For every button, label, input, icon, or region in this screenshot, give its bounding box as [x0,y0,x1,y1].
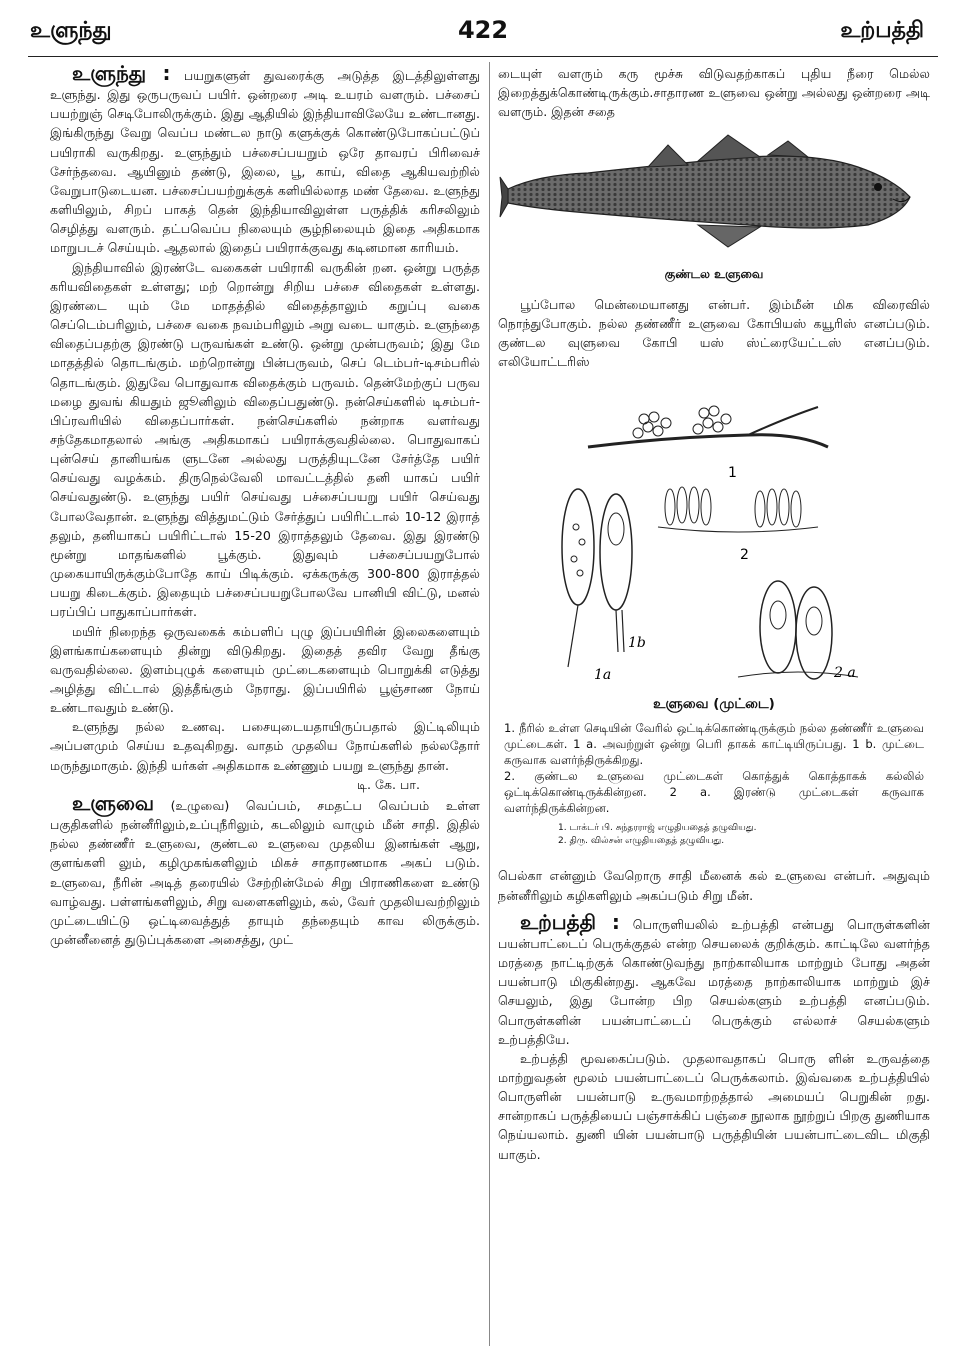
column-divider [489,62,490,1346]
uluvai-para-3: பூப்போல மென்மையானது என்பர். இம்மீன் மிக விரைவில் நொந்துபோகும். நல்ல தண்ணீர் உளுவை கோபியஸ் கயூரிஸ் எனப்படும். குண்டல வுளுவை கோபி யஸ் ஸ்ட்ரையேட்டஸ் எனப்படும். எலியோட்டரிஸ் [498,296,930,370]
entry-heading-ulundhu: உளுந்து : [72,61,171,85]
fish-caption: குண்டல உளுவை [664,267,764,282]
right-column [498,64,930,1164]
left-column [50,61,481,949]
egg-legend-2: 2. குண்டல உளுவை முட்டைகள் கொத்துக் கொத்தாகக் கல்லில் ஒட்டிக்கொண்டிருக்கின்றன. 2 a. இரண்டு முட்டைகள் கருவாக வளர்ந்திருக்கின்றன. [504,769,924,816]
egg-legend [498,720,930,816]
figure-credits [498,822,930,848]
credit-1: 1. டாக்டர் பி. சுந்தரராஜ் எழுதியதைத் தழுவியது. [558,823,757,834]
urpathi-para-2: உற்பத்தி மூவகைப்படும். முதலாவதாகப் பொரு ளின் உருவத்தை மாற்றுவதன் மூலம் பயன்பாட்டைப் பெருக்கலாம். இவ்வகை உற்பத்தியில் பொருளின் பயன்பாடு உருவமாற்றத்தால் அமையப் பெறுகின் றது. சான்றாகப் பருத்தியைப் பஞ்சாக்கிப் பஞ்சை நூலாக நூற்றுப் பிறகு துணியாக நெய்யலாம். துணி யின் பயன்பாடு பருத்தியின் பயன்பாட்டைவிட மிகுதி யாகும். [498,1050,930,1162]
ulundhu-para-4 [50,717,480,794]
uluvai-para-4: பெல்கா என்னும் வேறொரு சாதி மீனைக் கல் உளுவை என்பர். அதுவும் நன்னீரிலும் கழிகளிலும் அகப்படும் சிறு மீன். [498,868,930,903]
running-head-left: உளுந்து [30,18,112,43]
egg-label-1b: 1b [628,635,646,652]
entry-urpathi [498,909,930,1049]
author-signature: டி. கே. பா. [357,776,420,792]
egg-label-2a: 2 a [834,665,856,682]
urpathi-para-1: பொருளியலில் உற்பத்தி என்பது பொருள்களின் பயன்பாட்டைப் பெருக்குதல் என்ற செயலைக் குறிக்கும். காட்டிலே வளர்ந்த மரத்தை நாட்டிற்குக் கொண்டுவந்து நாற்காலியாக மாற்றும் போது அதன் பயன்பாடு மிகுகின்றது. ஆகவே மரத்தை நாற்காலியாக மாற்றும் இச் செயலும், இது போன்ற பிற செயல்களும் உற்பத்தி எனப்படும். பொருள்களின் பயன்பாட்டைப் பெருக்கும் எல்லாச் செயல்களும் உற்பத்தியே. [498,916,930,1047]
entry-ulundhu [50,61,480,258]
fish-figure [498,127,930,259]
entry-heading-uluvai: உளுவை [72,790,155,815]
egg-figure [498,377,930,689]
page-number: 422 [457,16,509,44]
running-head-right: உற்பத்தி [840,18,924,43]
egg-legend-1: 1. நீரில் உள்ள செடியின் வேரில் ஒட்டிக்கொண்டிருக்கும் நல்ல தண்ணீர் உளுவை முட்டைகள். 1 a. அவற்றுள் ஒன்று பெரி தாகக் காட்டியிருப்பது. 1 b. முட்டை கருவாக வளர்ந்திருக்கிறது. [504,721,924,768]
ulundhu-para-3: மயிர் நிறைந்த ஒருவகைக் கம்பளிப் புழு இப்பயிரின் இலைகளையும் இளங்காய்களையும் தின்று விடுகிறது. இதைத் தவிர வேறு தீங்கு வருவதில்லை. இளம்புழுக் களையும் முட்டைகளையும் பொறுக்கி எடுத்து அழித்து விட்டால் இத்தீங்கும் நேராது. இப்பயிரில் பூஞ்சாண நோய் உண்டாவதும் உண்டு. [50,623,480,716]
egg-label-1: 1 [728,465,737,482]
uluvai-para-1: (உழுவை) வெப்பம், சமதட்ப வெப்பம் உள்ள பகுதிகளில் நன்னீரிலும்,உப்புநீரிலும், கடலிலும் வாழும் மீன் சாதி. இதில் நல்ல தண்ணீர் உளுவை, குண்டல உளுவை முதலிய இனங்கள் ஆறு, குளங்களி லும், கழிமுகங்களிலும் மிகச் சாதாரணமாக அகப் படும். உளுவை, நீரின் அடித் தரையில் சேற்றின்மேல் சிறு பிராணிகளை உண்டு வாழ்வது. பள்ளங்களிலும், சிறு வளைகளிலும், கல், வேர் முதலியவற்றிலும் முட்டையிட்டு ஒட்டிவைத்துத் தாயும் தந்தையும் காவ லிருக்கும். முன்னீனைத் துடுப்புக்களை அசைத்து, முட் [50,797,481,948]
fish-illustration [498,127,930,259]
entry-heading-urpathi: உற்பத்தி : [520,909,620,934]
egg-label-2: 2 [740,547,749,564]
ulundhu-para-2: இந்தியாவில் இரண்டே வகைகள் பயிராகி வருகின் றன. ஒன்று பருத்த கரியவிதைகள் உள்ளது; மற் றொன்று சிறிய பச்சை விதைகள் உள்ளது. இரண்டை யும் மே மாதத்தில் விதைத்தாலும் கறுப்பு வகை செப்டெம்பரிலும், பச்சை வகை நவம்பரிலும் அறு வடை யாகும். உளுந்தை விதைப்பதற்கு இரண்டு பருவங்கள் உண்டு. ஒன்று முன்பருவம்; இது மே மாதத்தில் தொடங்கும். மற்றொன்று பின்பருவம், செப் டெம்பர்-டிசம்பரில் தொடங்கும். இதுவே பொதுவாக விதைக்கும் பருவம். தென்மேற்குப் பருவ மழை துவங் கியதும் ஜூனிலும் விதைப்பதுண்டு. நன்செய்களில் டிசம்பர்-பிப்ரவரியில் விதைப்பார்கள். நன்செய்களில் நன்றாக வளர்வது சந்தேகமாதலால் அங்கு அதிகமாகப் பயிராக்குவதில்லை. பொதுவாகப் புன்செய் தானியங்க ளுடனே அல்லது பருத்தியுடனே சேர்த்தே பயிர் செய்வது வழக்கம். திருநெல்வேலி மாவட்டத்தில் தனி யாகப் பயிர் செய்வதுண்டு. உளுந்து பயிர் செய்வது பச்சைப்பயறு பயிர் செய்வது போலவேதான். உளுந்து வித்துமட்டும் சேர்த்துப் பயிரிட்டால் 10-12 இராத் தலும், தனியாகப் பயிரிட்டால் 15-20 இராத்தலும் தேவை. இது இரண்டு மூன்று மாதங்களில் பூக்கும். இதுவும் பச்சைப்பயறுபோல் முகையாயிருக்கும்போதே காய் பிடிக்கும். ஏக்கருக்கு 300-800 இராத்தல் பயறு கிடைக்கும். இதையும் பச்சைப்பயறுபோலவே பானியி விட்டு, மனல் பரப்பிப் பாதுகாப்பார்கள். [50,259,480,620]
egg-illustration [498,377,930,689]
credit-2: 2. திரு. வில்சன் எழுதியதைத் தழுவியது. [558,836,725,847]
egg-figure-title: உளுவை (முட்டை) [653,696,775,713]
uluvai-para-2: டையுள் வளரும் கரு மூச்சு விடுவதற்காகப் புதிய நீரை மெல்ல இறைத்துக்கொண்டிருக்கும்.சாதாரண உளுவை ஒன்று அல்லது ஒன்றரை அடி வளரும். இதன் சதை [498,66,930,120]
ulundhu-para-4-text: உளுந்து நல்ல உணவு. பசையுடையதாயிருப்பதால் இட்டிலியும் அப்பளமும் செய்ய உதவுகிறது. வாதம் முதலிய நோய்களில் நல்லதோர் மருந்துமாகும். இந்தி யர்கள் அதிகமாக உண்ணும் பயறு உளுந்து தான். [50,719,480,773]
entry-uluvai [50,790,481,949]
ulundhu-para-1: பயறுகளுள் துவரைக்கு அடுத்த இடத்திலுள்ளது உளுந்து. இது ஒருபருவப் பயிர். ஒன்றரை அடி உயரம் வளரும். பச்சைப் பயற்றுஞ் செடிபோலிருக்கும். இது ஆதியில் இந்தியாவிலேயே உண்டானது. இங்கிருந்து வேறு வெப்ப மண்டல நாடு களுக்குக் கொண்டுபோகப்பட்டுப் பயிராகி வருகிறது. உளுந்தும் பச்சைப்பயறும் ஒரே தாவரப் பிரிவைச் சேர்ந்தவை. ஆயினும் தண்டு, இலை, பூ, காய், விதை ஆகியவற்றில் வேறுபாடுடையன. பச்சைப்பயற்றுக்குக் களியில்லாத மண் தேவை. உளுந்து களியிலும், சிறப் பாகத் தென் இந்தியாவிலுள்ள பருத்திக் கரிசலிலும் செழித்து வளரும். தட்பவெப்ப நிலையும் சூழ்நிலையும் இதை அதிகமாக மாறுபடச் செய்யும். ஆதலால் இதைப் பயிராக்குவது கடினமான காரியம். [50,68,480,256]
egg-label-1a: 1a [594,667,612,684]
header-rule [28,56,938,57]
